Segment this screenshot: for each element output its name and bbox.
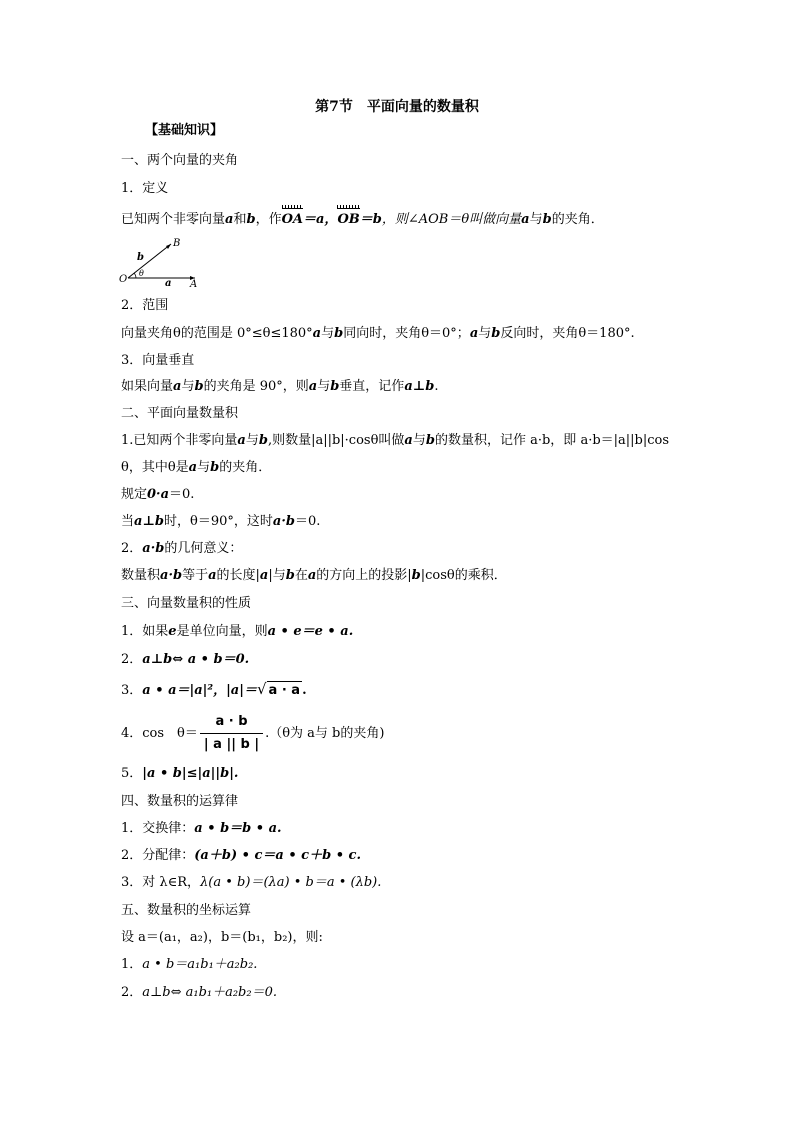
vector-OB: OB [337, 212, 360, 227]
label-O: O [119, 274, 128, 285]
sub-definition: 1．定义 [121, 181, 169, 196]
law-scalar: 3．对 λ∈R，λ(a • b)＝(λa) • b＝a • (λb). [121, 875, 382, 890]
vector-OA: OA [281, 212, 303, 227]
dot-product-definition: 1.已知两个非零向量a与b,则数量|a||b|·cosθ叫做a与b的数量积，记作 a·b，即 a·b＝|a||b|cos [121, 433, 670, 448]
coordinate-perp: 2．a⊥b⇔ a₁b₁＋a₂b₂＝0. [121, 985, 277, 1000]
arrow-B [166, 244, 171, 249]
coordinate-setup: 设 a＝(a₁，a₂)，b＝(b₁，b₂)，则: [121, 930, 323, 945]
property-3: 3．a • a＝|a|²，|a|＝√ a · a . [121, 680, 307, 698]
property-1: 1．如果e是单位向量，则a • e＝e • a. [121, 624, 354, 639]
sub-perpendicular: 3．向量垂直 [121, 353, 195, 368]
heading-angle-between-vectors: 一、两个向量的夹角 [121, 153, 239, 168]
label-a: a [165, 278, 172, 288]
label-theta: θ [139, 269, 144, 278]
sub-range: 2．范围 [121, 298, 169, 313]
angle-arc [134, 273, 136, 278]
dot-product-definition-cont: θ，其中θ是a与b的夹角． [121, 460, 272, 475]
law-distributive: 2．分配律：(a＋b) • c＝a • c＋b • c. [121, 848, 361, 863]
law-commutative: 1．交换律：a • b＝b • a. [121, 821, 282, 836]
label-A: A [190, 279, 198, 288]
heading-dot-product: 二、平面向量数量积 [121, 406, 239, 421]
rule-perpendicular: 当a⊥b时，θ＝90°，这时a·b＝0. [121, 514, 321, 529]
sub-geometric-meaning: 2．a·b的几何意义： [121, 541, 243, 556]
coordinate-dot: 1．a • b＝a₁b₁＋a₂b₂. [121, 957, 258, 972]
sqrt-radicand: a · a [268, 683, 301, 698]
property-4: 4．cos θ＝ $\frac{a \cdot b}{| a || b |}$ .（θ为 a与 b的夹角) [121, 712, 384, 755]
property-5: 5．|a • b|≤|a||b|. [121, 766, 239, 781]
definition-line: 已知两个非零向量a和b，作OA＝a，OB＝b，则∠AOB＝θ叫做向量a与b的夹角． [121, 212, 604, 227]
page-title: 第7节 平面向量的数量积 [315, 99, 479, 115]
geometric-meaning-line: 数量积a·b等于a的长度|a|与b在a的方向上的投影|b|cosθ的乘积． [121, 568, 507, 583]
property-2: 2．a⊥b⇔ a • b＝0. [121, 652, 250, 667]
ray-OB [128, 244, 171, 278]
label-B: B [173, 238, 181, 249]
heading-properties: 三、向量数量积的性质 [121, 596, 252, 611]
perpendicular-line: 如果向量a与b的夹角是 90°，则a与b垂直，记作a⊥b. [121, 379, 439, 394]
heading-operation-laws: 四、数量积的运算律 [121, 794, 239, 809]
label-b: b [137, 252, 144, 263]
cos-fraction: $\frac{a \cdot b}{| a || b |}$ [200, 712, 263, 755]
section-heading: 【基础知识】 [145, 123, 224, 138]
rule-zero: 规定0·a＝0. [121, 487, 195, 502]
angle-figure [117, 236, 201, 288]
range-line: 向量夹角θ的范围是 0°≤θ≤180°a与b同向时，夹角θ＝0°；a与b反向时，夹角θ＝180°. [121, 326, 635, 341]
heading-coordinates: 五、数量积的坐标运算 [121, 903, 252, 918]
